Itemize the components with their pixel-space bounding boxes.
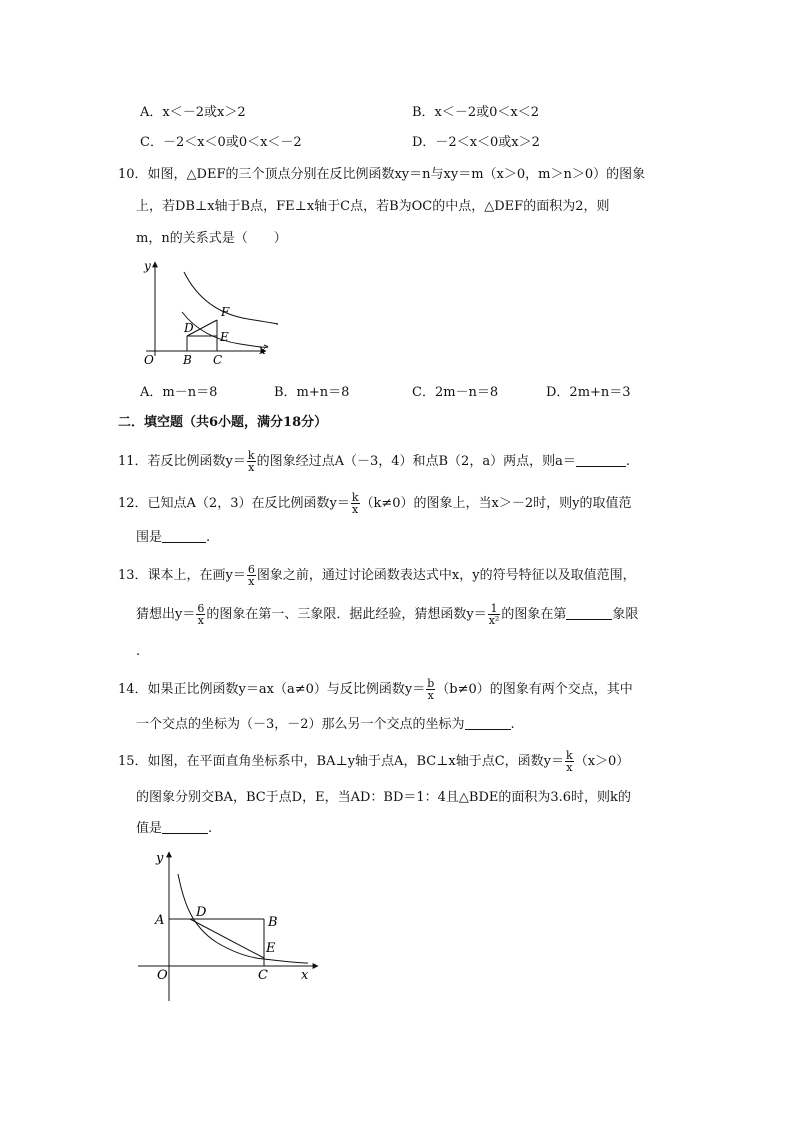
q9-option-a: A．x＜－2或x＞2 [140,105,246,120]
q11-text-pre: 11．若反比例函数y＝ [118,454,246,469]
q12-line-2 [136,528,210,548]
q13-line-2 [136,603,638,626]
q11-answer-blank[interactable] [576,452,626,467]
q14-fraction [426,678,435,701]
q13-line-2-post: 的图象在第 [501,607,567,622]
q11-text-post: 的图象经过点A（－3，4）和点B（2，a）两点，则a＝ [256,454,576,469]
q13-text-post: 图象之前，通过讨论函数表达式中x，y的符号特征以及取值范围， [256,568,636,583]
q13-fraction-1-den: x [248,575,255,588]
q14-text-end: . [510,717,515,732]
q13-fraction-1-num: 6 [247,563,255,576]
q15-line-3-text: 值是 [136,821,163,836]
q15-label-o: O [157,968,168,983]
q15-label-a: A [155,913,165,928]
q15-answer-blank[interactable] [162,819,208,834]
q12-fraction-num: k [351,491,359,504]
q15-line-2: 的图象分别交BA，BC于点D，E，当AD：BD＝1：4且△BDE的面积为3.6时，则k的 [136,790,631,805]
q12-answer-blank[interactable] [162,528,206,543]
q14-line-1 [118,678,633,701]
q13-line-3: . [136,644,141,659]
q14-line-2 [136,715,515,735]
q12-fraction-den: x [352,503,359,516]
q15-text-pre: 15．如图，在平面直角坐标系中，BA⊥y轴于点A，BC⊥x轴于点C，函数y＝ [118,754,565,769]
q13-fraction-3 [488,603,501,626]
q10-label-d: D [184,321,194,335]
q13-line-1 [118,564,636,587]
q12-line-2-text: 围是 [136,530,163,545]
q10-label-x: x [259,343,266,357]
q11-fraction-num: k [247,449,255,462]
q10-label-y: y [144,259,151,273]
q12-line-1 [118,492,632,515]
q13-line-2-mid: 的图象在第一、三象限．据此经验，猜想函数y＝ [206,607,487,622]
section-2-title: 二．填空题（共6小题，满分18分） [118,415,328,430]
q14-text-post: （b≠0）的图象有两个交点，其中 [436,682,633,697]
q9-option-c: C．－2＜x＜0或0＜x＜－2 [140,135,302,150]
q15-label-b: B [268,915,278,930]
q10-label-f: F [221,305,230,319]
q15-figure [136,846,326,1006]
q10-line-2: 上，若DB⊥x轴于B点，FE⊥x轴于C点，若B为OC的中点，△DEF的面积为2，则 [136,199,610,214]
q10-option-c: C．2m－n＝8 [412,385,499,400]
q15-label-e: E [266,941,276,956]
q10-label-c: C [213,353,223,367]
q10-option-b: B．m+n＝8 [274,385,350,400]
q10-figure [138,256,278,368]
q15-line-3 [136,819,212,839]
q15-label-x: x [301,968,309,983]
q10-line-1: 10．如图，△DEF的三个顶点分别在反比例函数xy＝n与xy＝m（x＞0，m＞n＞0）的图象 [118,167,646,182]
q13-text-pre: 13．课本上，在画y＝ [118,568,246,583]
q15-fraction-den: x [566,761,573,774]
q10-label-b: B [183,353,192,367]
q15-label-d: D [196,905,207,920]
q9-option-d: D．－2＜x＜0或x＞2 [412,135,540,150]
q13-fraction-2 [196,603,205,626]
q10-label-e: E [220,330,229,344]
q10-option-a: A．m－n＝8 [140,385,218,400]
q11-text-end: . [625,454,630,469]
q14-text-pre: 14．如果正比例函数y＝ax（a≠0）与反比例函数y＝ [118,682,426,697]
q15-label-c: C [258,968,268,983]
q15-label-y: y [156,851,164,866]
q15-text-end: . [208,821,213,836]
q15-fraction [565,750,574,773]
q14-line-2-text: 一个交点的坐标为（－3，－2）那么另一个交点的坐标为 [136,717,465,732]
q9-option-b: B．x＜－2或0＜x＜2 [412,105,540,120]
q13-line-2-pre: 猜想出y＝ [136,607,196,622]
q15-line-1 [118,750,629,773]
q14-fraction-den: x [427,689,434,702]
q13-fraction-3-den: x² [488,614,500,627]
q15-text-post: （x＞0） [574,754,630,769]
q11-fraction-den: x [248,461,255,474]
q13-answer-blank[interactable] [566,605,612,620]
q11-line [118,450,630,473]
q10-label-o: O [144,353,154,367]
q13-fraction-2-den: x [197,614,204,627]
q15-fraction-num: k [566,749,573,762]
q12-text-end: . [206,530,211,545]
q12-text-post: （k≠0）的图象上，当x＞－2时，则y的取值范 [360,496,632,511]
q12-fraction [351,492,360,515]
q13-line-2-end: 象限 [612,607,639,622]
q10-option-d: D．2m+n＝3 [546,385,631,400]
q15-segment-de [190,919,264,958]
q10-curve-m [184,272,278,324]
q13-fraction-1 [247,564,256,587]
q14-answer-blank[interactable] [465,715,511,730]
q10-line-3: m，n的关系式是（ ） [136,231,287,246]
q14-fraction-num: b [427,677,435,690]
q11-fraction [247,450,256,473]
q13-fraction-3-num: 1 [488,603,501,615]
q13-fraction-2-num: 6 [197,602,205,615]
q12-text-pre: 12．已知点A（2，3）在反比例函数y＝ [118,496,350,511]
